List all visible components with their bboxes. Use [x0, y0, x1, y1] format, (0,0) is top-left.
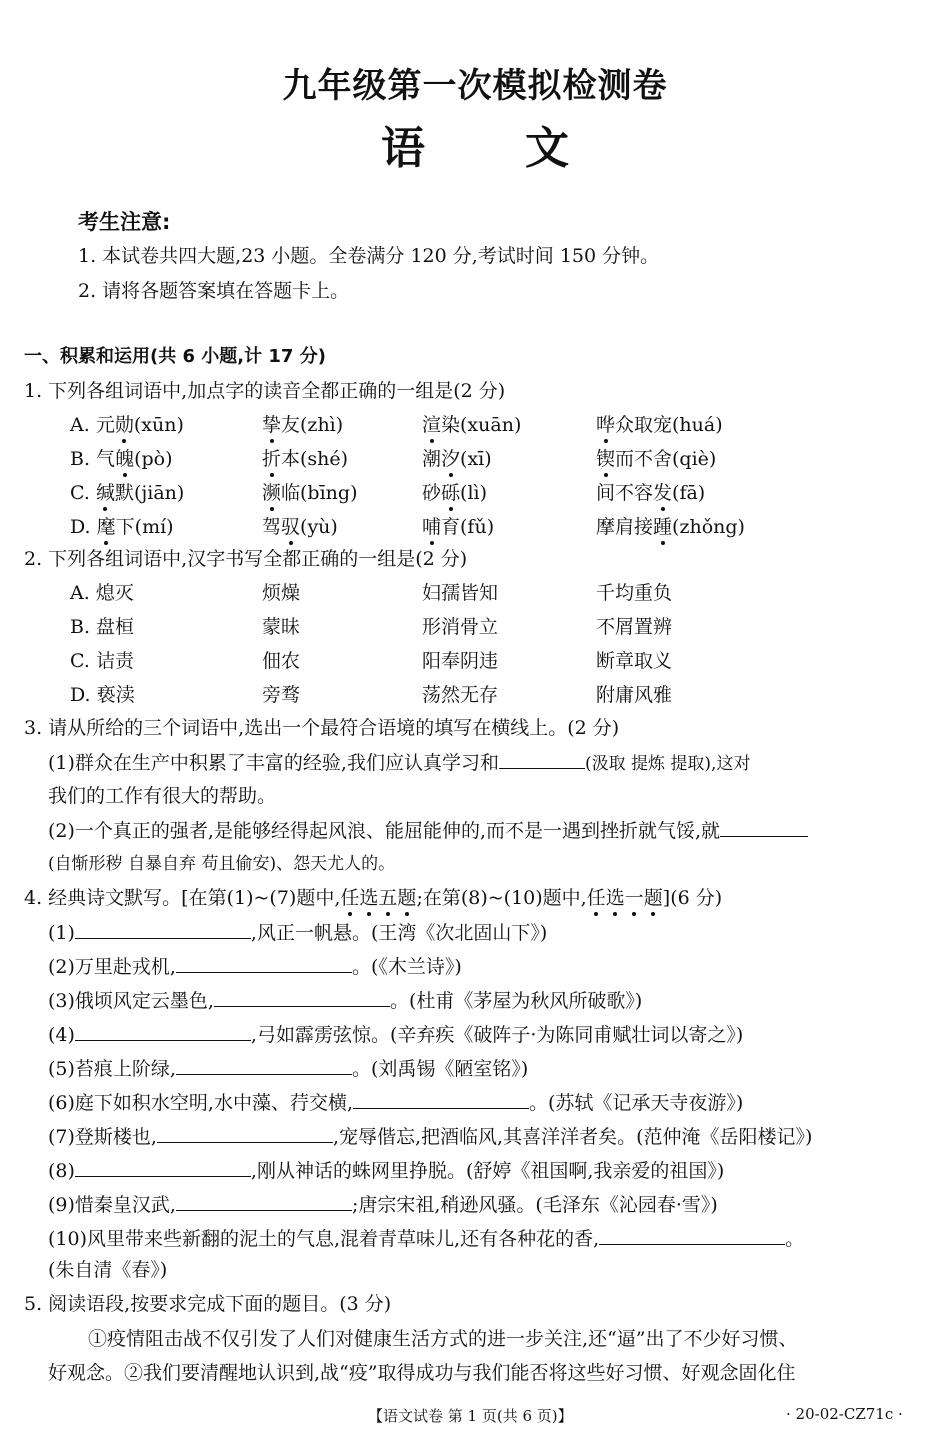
dotted-character: 挚: [262, 414, 282, 436]
q3-part1-text: (1)群众在生产中积累了丰富的经验,我们应认真学习和: [48, 752, 499, 774]
emphasis-character: 一: [624, 887, 644, 909]
emphasis-character: 任: [340, 887, 360, 909]
section-heading: 一、积累和运用(共 6 小题,计 17 分): [24, 346, 326, 367]
notice-heading: 考生注意:: [78, 210, 171, 234]
word-part: (fā): [672, 482, 706, 504]
word-part: 气: [96, 448, 116, 470]
emphasis-character: 五: [378, 887, 398, 909]
word-part: 本(shé): [281, 448, 349, 470]
option-label: B.: [70, 448, 97, 470]
q4-item-source: ;唐宗宋祖,稍逊风骚。(毛泽东《沁园春·雪》): [351, 1194, 718, 1216]
q2-option-cell: 附庸风雅: [596, 684, 673, 706]
answer-blank[interactable]: [720, 818, 808, 837]
word-part: 育(fǔ): [441, 516, 495, 538]
dotted-character: 哺: [422, 516, 442, 538]
q4-emphasis-1: [340, 887, 416, 909]
dotted-character: 麾: [96, 516, 116, 538]
q4-item-text: (8): [48, 1160, 75, 1182]
word-part: 元: [95, 414, 115, 436]
q2-option-cell: 旁骛: [262, 684, 301, 706]
dotted-character: 哗: [596, 414, 616, 436]
q1-option-cell: [70, 447, 173, 471]
dotted-character: 濒: [262, 482, 282, 504]
word-part: 驾: [262, 516, 282, 538]
q4-item-source: 。(刘禹锡《陋室铭》): [351, 1058, 529, 1080]
option-label: A.: [70, 414, 96, 436]
q2-option-cell: 妇孺皆知: [422, 582, 499, 604]
q4-item: [48, 1226, 804, 1251]
footer-page: 【语文试卷 第 1 页(共 6 页)】: [368, 1407, 573, 1425]
q1-option-cell: [596, 413, 723, 437]
dotted-character: 发: [653, 482, 673, 504]
q4-item10-source: (朱自清《春》): [48, 1259, 168, 1281]
q4-item-text: (5)苔痕上阶绿,: [48, 1058, 176, 1080]
q1-option-cell: [70, 481, 184, 505]
q4-stem-a: 4. 经典诗文默写。[在第(1)~(7)题中,: [24, 887, 341, 909]
dotted-character: 魄: [115, 448, 135, 470]
q4-item: [48, 1056, 528, 1081]
dotted-character: 渲: [422, 414, 442, 436]
word-part: 下(mí): [115, 516, 174, 538]
footer-code: · 20-02-CZ71c ·: [786, 1405, 903, 1423]
dotted-character: 驭: [281, 516, 301, 538]
q1-option-cell: [422, 413, 521, 437]
answer-blank[interactable]: [353, 1090, 529, 1109]
word-part: (pò): [134, 448, 173, 470]
q3-part1-cont: 我们的工作有很大的帮助。: [48, 785, 277, 807]
q1-option-cell: [422, 515, 494, 539]
q4-item-text: (4): [48, 1024, 75, 1046]
q2-option-cell: 佃农: [262, 650, 301, 672]
answer-blank[interactable]: [176, 954, 352, 973]
q1-option-cell: [262, 413, 343, 437]
q5-paragraph: ①疫情阻击战不仅引发了人们对健康生活方式的进一步关注,还“逼”出了不少好习惯、: [88, 1328, 798, 1350]
q4-stem-b: ;在第(8)~(10)题中,: [416, 887, 587, 909]
dotted-character: 锲: [596, 448, 616, 470]
q4-item-text: (1): [48, 922, 75, 944]
dotted-character: 勋: [114, 414, 134, 436]
question-stem: [24, 886, 722, 910]
question-stem: 2. 下列各组词语中,汉字书写全都正确的一组是(2 分): [24, 548, 468, 570]
q4-item: [48, 1158, 724, 1183]
question-stem: 5. 阅读语段,按要求完成下面的题目。(3 分): [24, 1293, 392, 1315]
word-part: (yù): [300, 516, 338, 538]
dotted-character: 砾: [441, 482, 461, 504]
q4-item: [48, 1022, 743, 1047]
q2-option-cell: 断章取义: [596, 650, 673, 672]
q4-item-source: 。(杜甫《茅屋为秋风所破歌》): [389, 990, 643, 1012]
q4-emphasis-2: [587, 887, 663, 909]
dotted-character: 缄: [95, 482, 115, 504]
answer-blank[interactable]: [214, 988, 390, 1007]
word-part: 潮: [422, 448, 442, 470]
word-part: 而不舍(qiè): [615, 448, 717, 470]
q4-item: [48, 954, 462, 979]
q3-part2: [48, 818, 808, 843]
emphasis-character: 题: [643, 887, 663, 909]
word-part: 摩肩接: [596, 516, 654, 538]
answer-blank[interactable]: [75, 1022, 251, 1041]
answer-blank[interactable]: [599, 1226, 785, 1245]
answer-blank[interactable]: [499, 750, 585, 769]
q4-item-source: 。(苏轼《记承天寺夜游》): [529, 1092, 744, 1114]
word-part: 间不容: [596, 482, 654, 504]
option-label: C.: [70, 482, 96, 504]
word-part: (xūn): [133, 414, 184, 436]
emphasis-character: 选: [359, 887, 379, 909]
q4-item-text: (10)风里带来些新翻的泥土的气息,混着青草味儿,还有各种花的香,: [48, 1228, 600, 1250]
option-label: D.: [70, 516, 97, 538]
q2-option-cell: 蒙昧: [262, 616, 301, 638]
q1-option-cell: [262, 481, 357, 505]
q4-item-text: (3)俄顷风定云墨色,: [48, 990, 214, 1012]
q1-option-cell: [596, 447, 716, 471]
q1-option-cell: [70, 515, 174, 539]
q1-option-cell: [596, 481, 705, 505]
q4-item-source: ,弓如霹雳弦惊。(辛弃疾《破阵子·为陈同甫赋壮词以寄之》): [250, 1024, 744, 1046]
q2-option-cell: B. 盘桓: [70, 616, 135, 638]
q2-option-cell: C. 诘责: [70, 650, 134, 672]
word-part: 默(jiān): [114, 482, 185, 504]
word-part: 临(bīng): [281, 482, 358, 504]
emphasis-character: 选: [605, 887, 625, 909]
q2-option-cell: 千均重负: [596, 582, 673, 604]
q1-option-cell: [422, 447, 492, 471]
q3-part2-choices: (自惭形秽 自暴自弃 苟且偷安)、怨天尤人的。: [48, 854, 396, 874]
q1-option-cell: [422, 481, 487, 505]
q4-item-source: ,风正一帆悬。(王湾《次北固山下》): [250, 922, 548, 944]
answer-blank[interactable]: [176, 1192, 352, 1211]
q4-item: [48, 1090, 743, 1115]
q2-option-cell: 不屑置辨: [596, 616, 673, 638]
q4-item-source: 。(《木兰诗》): [351, 956, 462, 978]
word-part: 砂: [422, 482, 442, 504]
dotted-character: 踵: [653, 516, 673, 538]
answer-blank[interactable]: [75, 920, 251, 939]
q2-option-cell: 荡然无存: [422, 684, 499, 706]
word-part: 友(zhì): [281, 414, 344, 436]
question-stem: 1. 下列各组词语中,加点字的读音全都正确的一组是(2 分): [24, 380, 506, 402]
q4-item-text: (7)登斯楼也,: [48, 1126, 157, 1148]
question-stem: 3. 请从所给的三个词语中,选出一个最符合语境的填写在横线上。(2 分): [24, 717, 620, 739]
emphasis-character: 题: [397, 887, 417, 909]
answer-blank[interactable]: [75, 1158, 251, 1177]
word-part: (zhǒng): [672, 516, 745, 538]
q4-item: [48, 1192, 718, 1217]
q1-option-cell: [596, 515, 745, 539]
q5-paragraph: 好观念。②我们要清醒地认识到,战“疫”取得成功与我们能否将这些好习惯、好观念固化住: [48, 1362, 796, 1384]
q4-item-source: ,宠辱偕忘,把酒临风,其喜洋洋者矣。(范仲淹《岳阳楼记》): [332, 1126, 813, 1148]
word-part: (xī): [460, 448, 492, 470]
answer-blank[interactable]: [176, 1056, 352, 1075]
q2-option-cell: 阳奉阴违: [422, 650, 499, 672]
q3-part1-choices: (汲取 提炼 提取),这对: [584, 754, 751, 774]
exam-subject: 语文: [381, 123, 669, 174]
q1-option-cell: [70, 413, 184, 437]
emphasis-character: 任: [586, 887, 606, 909]
q4-stem-c: ](6 分): [662, 887, 723, 909]
word-part: 染(xuān): [441, 414, 522, 436]
word-part: (lì): [460, 482, 488, 504]
q2-option-cell: 烦燥: [262, 582, 301, 604]
answer-blank[interactable]: [157, 1124, 333, 1143]
notice-item: 2. 请将各题答案填在答题卡上。: [78, 280, 350, 302]
q2-option-cell: A. 熄灭: [70, 582, 134, 604]
word-part: 众取宠(huá): [615, 414, 723, 436]
notice-item: 1. 本试卷共四大题,23 小题。全卷满分 120 分,考试时间 150 分钟。: [78, 245, 660, 267]
dotted-character: 折: [262, 448, 282, 470]
q3-part2-text: (2)一个真正的强者,是能够经得起风浪、能屈能伸的,而不是一遇到挫折就气馁,就: [48, 820, 721, 842]
q1-option-cell: [262, 447, 348, 471]
q4-item: [48, 920, 547, 945]
dotted-character: 汐: [441, 448, 461, 470]
exam-title: 九年级第一次模拟检测卷: [282, 66, 668, 106]
q4-item-text: (6)庭下如积水空明,水中藻、荇交横,: [48, 1092, 353, 1114]
q4-item-text: (2)万里赴戎机,: [48, 956, 176, 978]
q2-option-cell: 形消骨立: [422, 616, 499, 638]
q4-item: [48, 1124, 812, 1149]
q2-option-cell: D. 亵渎: [70, 684, 135, 706]
q3-part1: [48, 750, 750, 776]
q4-item: [48, 988, 642, 1013]
q4-item-source: 。: [785, 1228, 805, 1250]
q4-item-text: (9)惜秦皇汉武,: [48, 1194, 176, 1216]
q1-option-cell: [262, 515, 338, 539]
q4-item-source: ,刚从神话的蛛网里挣脱。(舒婷《祖国啊,我亲爱的祖国》): [250, 1160, 725, 1182]
